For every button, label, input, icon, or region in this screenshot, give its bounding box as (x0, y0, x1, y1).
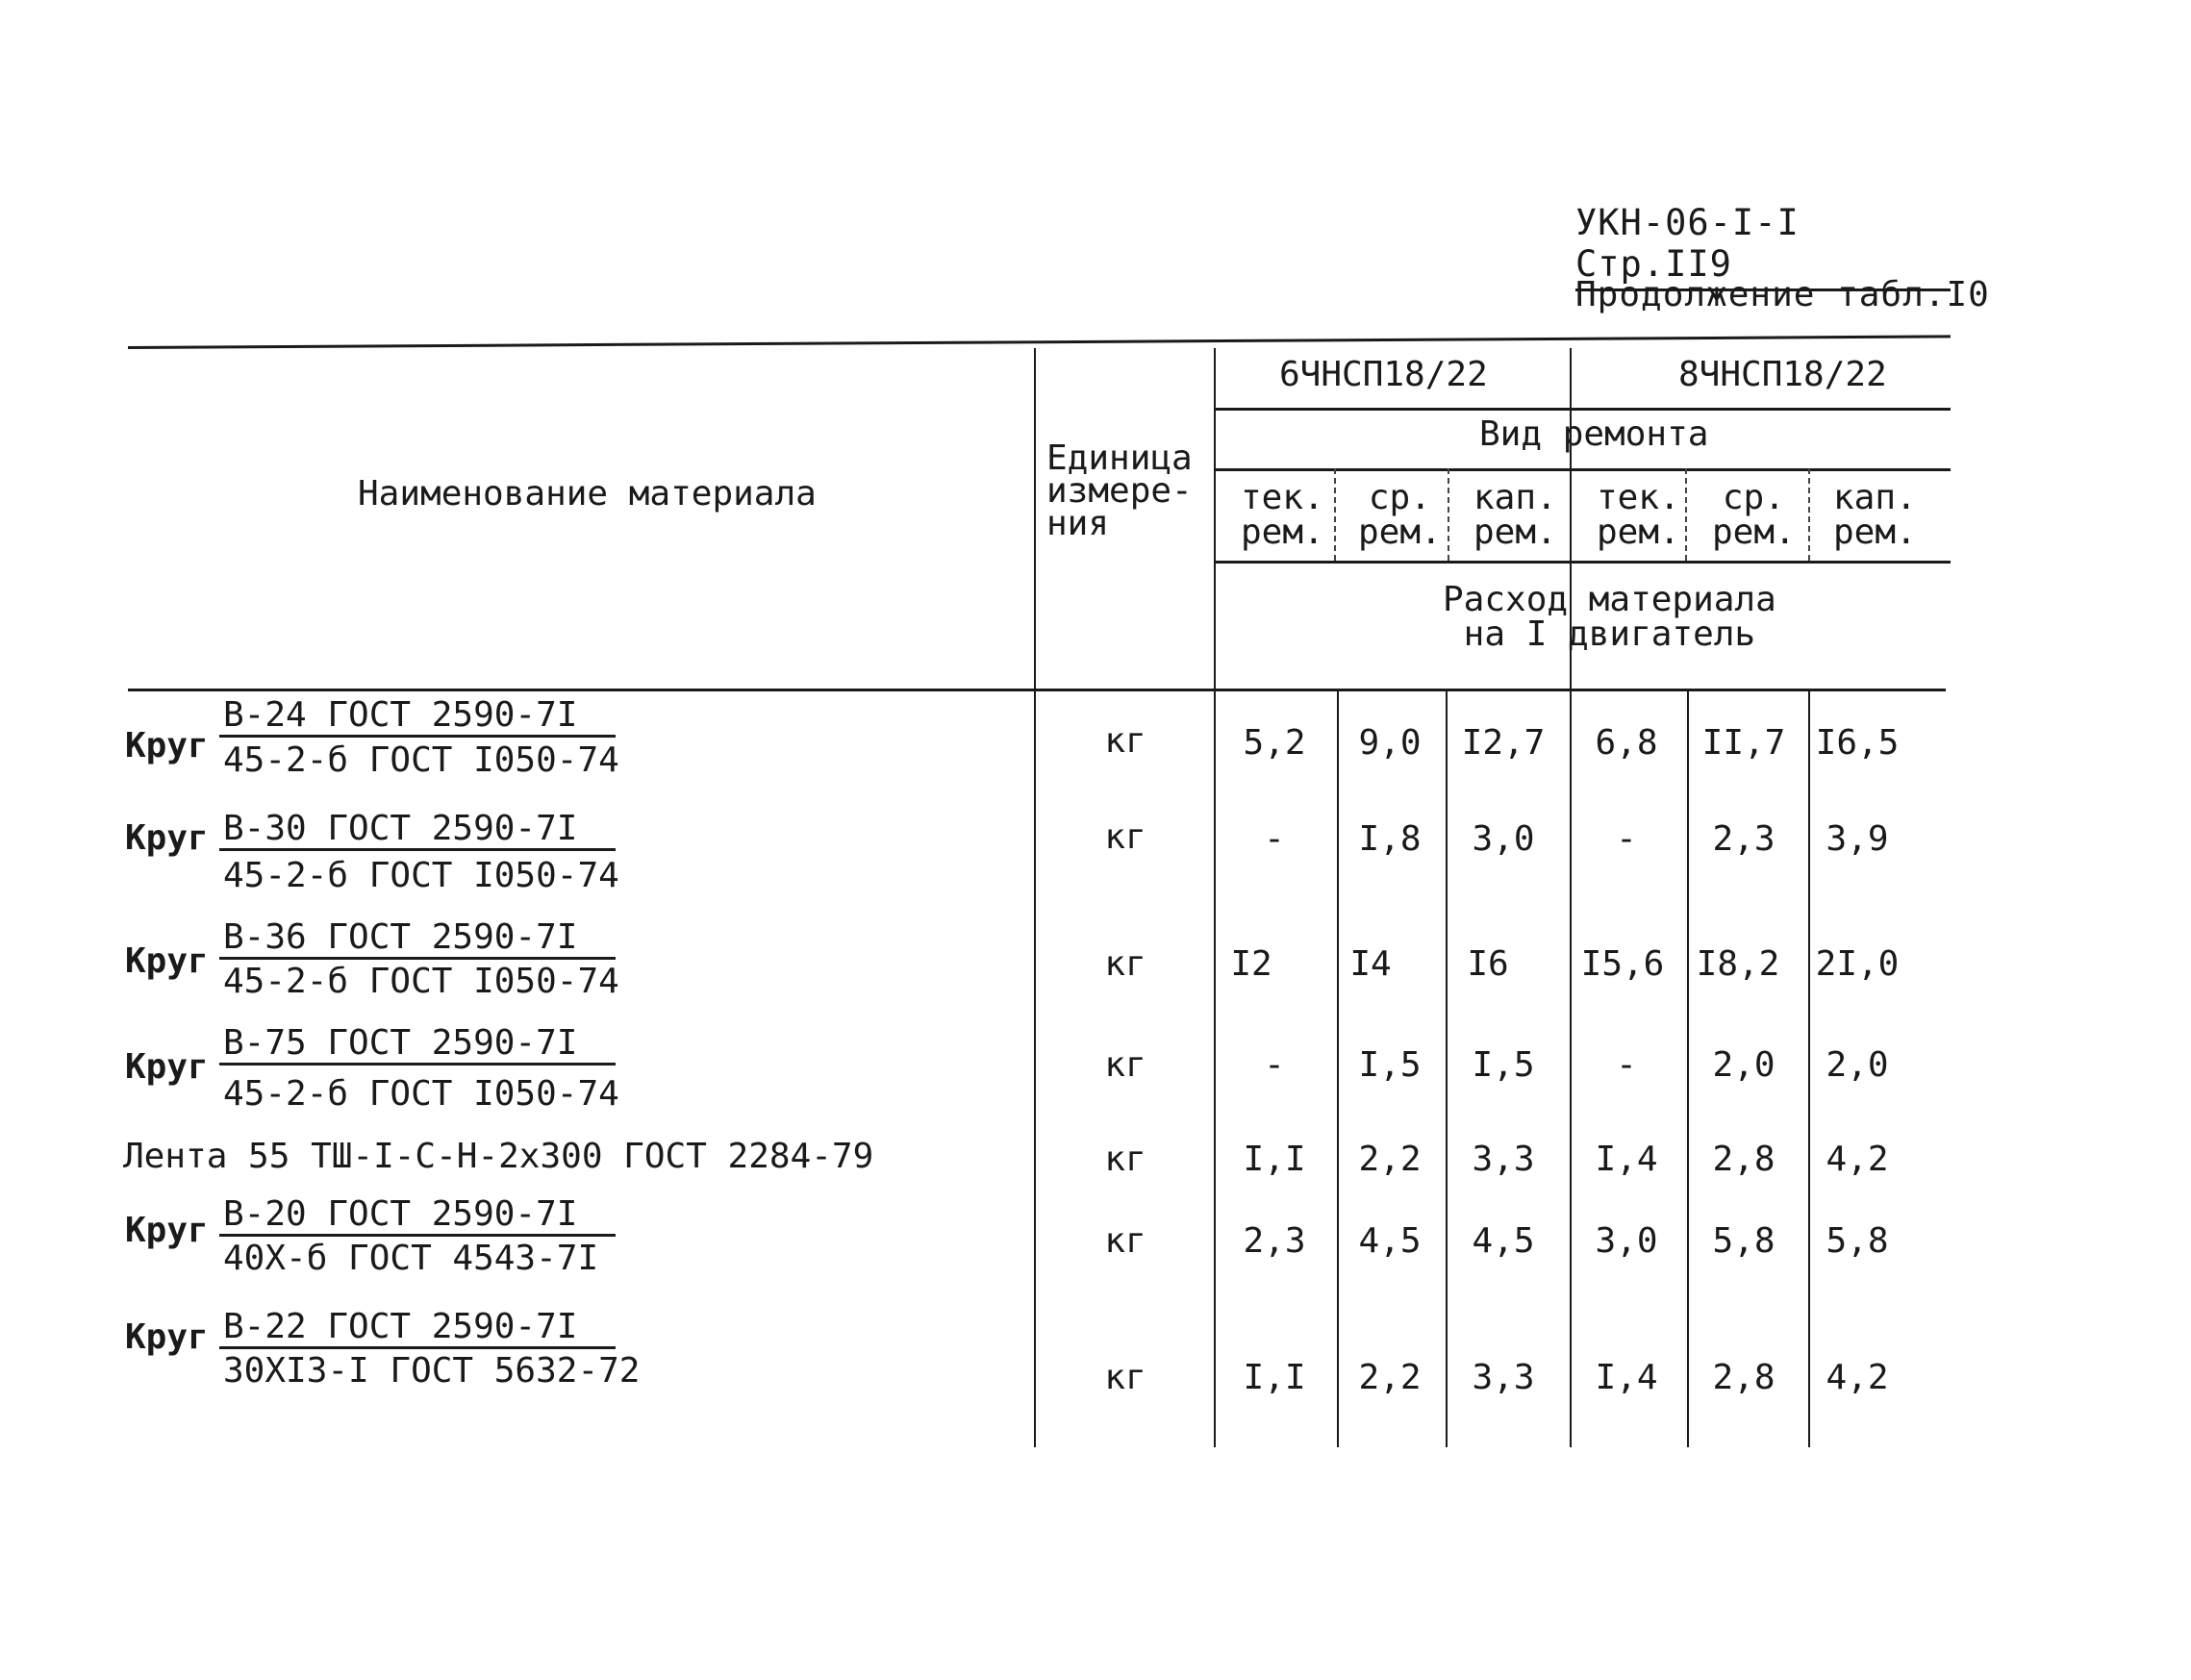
value-cell: I8,2 (1696, 944, 1780, 984)
unit-cell: кг (1104, 1358, 1146, 1397)
value-cell: I,I (1243, 1140, 1306, 1179)
value-cell: I6 (1467, 944, 1509, 984)
unit-header-line-2: измере- (1046, 471, 1193, 511)
value-cell: - (1616, 1045, 1637, 1085)
material-denominator: 30ХI3-I ГОСТ 5632-72 (223, 1351, 641, 1391)
document-id: УКН-06-I-I Стр.II9 (1575, 202, 1951, 291)
unit-col-left-rule (1034, 348, 1036, 1447)
value-cell: 3,0 (1595, 1221, 1658, 1261)
value-cell: I6,5 (1815, 723, 1900, 763)
table-continuation-label: Продолжение табл.I0 (1575, 275, 1990, 314)
unit-cell: кг (1104, 721, 1146, 761)
value-cell: I4 (1349, 944, 1392, 984)
value-cell: - (1264, 819, 1285, 859)
repair-col-5: ср. рем. (1712, 478, 1796, 552)
value-cell: 2,3 (1712, 819, 1775, 859)
value-cell: 3,3 (1472, 1358, 1535, 1397)
unit-column-header (1046, 439, 1193, 543)
value-cell: - (1264, 1045, 1285, 1085)
material-prefix: Круг (125, 726, 209, 765)
value-cell: I,I (1243, 1358, 1306, 1397)
value-cell: I,5 (1472, 1045, 1535, 1085)
body-col-rule-5 (1687, 689, 1689, 1447)
value-cell: I2,7 (1461, 723, 1546, 763)
value-cell: 3,0 (1472, 819, 1535, 859)
value-cell: I5,6 (1580, 944, 1665, 984)
value-cell: 2,3 (1243, 1221, 1306, 1261)
repair-col-1: тек. рем. (1241, 478, 1324, 552)
value-cell: 4,5 (1472, 1221, 1535, 1261)
material-denominator: 45-2-б ГОСТ I050-74 (223, 1074, 619, 1114)
value-cell: 5,8 (1826, 1221, 1889, 1261)
material-numerator: В-24 ГОСТ 2590-7I (223, 695, 578, 735)
value-cell: 4,2 (1826, 1358, 1889, 1397)
engine-split-rule (1570, 348, 1572, 1447)
material-numerator: В-22 ГОСТ 2590-7I (223, 1307, 578, 1346)
material-prefix: Круг (125, 1047, 209, 1087)
table-top-rule (128, 335, 1951, 349)
value-cell: 9,0 (1358, 723, 1422, 763)
fraction-line (219, 957, 616, 960)
fraction-line (219, 1234, 616, 1237)
material-denominator: 45-2-б ГОСТ I050-74 (223, 856, 619, 895)
material-numerator: В-20 ГОСТ 2590-7I (223, 1194, 578, 1234)
material-single: Лента 55 ТШ-I-С-Н-2х300 ГОСТ 2284-79 (123, 1137, 874, 1176)
material-numerator: В-36 ГОСТ 2590-7I (223, 917, 578, 957)
material-denominator: 45-2-б ГОСТ I050-74 (223, 740, 619, 780)
material-column-header: Наименование материала (358, 474, 817, 514)
unit-header-line-1: Единица (1046, 439, 1193, 478)
fraction-line (219, 735, 616, 738)
material-numerator: В-30 ГОСТ 2590-7I (223, 809, 578, 848)
value-cell: 2,8 (1712, 1358, 1775, 1397)
value-cell: 5,2 (1243, 723, 1306, 763)
material-denominator: 40Х-б ГОСТ 4543-7I (223, 1239, 599, 1278)
col-rule-2 (1334, 468, 1336, 561)
engine-header-rule (1214, 408, 1951, 411)
col-rule-3 (1448, 468, 1449, 561)
value-cell: I,4 (1595, 1358, 1658, 1397)
material-numerator: В-75 ГОСТ 2590-7I (223, 1023, 578, 1063)
value-cell: II,7 (1701, 723, 1786, 763)
unit-cell: кг (1104, 1140, 1146, 1179)
repair-type-rule (1214, 468, 1951, 471)
value-cell: 3,3 (1472, 1140, 1535, 1179)
material-denominator: 45-2-б ГОСТ I050-74 (223, 962, 619, 1001)
unit-cell: кг (1104, 944, 1146, 984)
value-cell: 3,9 (1826, 819, 1889, 859)
consumption-header (1443, 580, 1776, 654)
value-cell: 5,8 (1712, 1221, 1775, 1261)
repair-col-4: тек. рем. (1597, 478, 1680, 552)
value-cell: 4,2 (1826, 1140, 1889, 1179)
col-rule-5 (1685, 468, 1687, 561)
unit-cell: кг (1104, 1221, 1146, 1261)
material-prefix: Круг (125, 1317, 209, 1357)
engine-2-header: 8ЧНСП18/22 (1678, 355, 1887, 394)
value-cell: I,8 (1358, 819, 1422, 859)
fraction-line (219, 1346, 616, 1349)
repair-col-2: ср. рем. (1358, 478, 1442, 552)
consumption-line-2: на I двигатель (1463, 614, 1756, 654)
value-cell: 2,0 (1826, 1045, 1889, 1085)
engine-1-header: 6ЧНСП18/22 (1279, 355, 1488, 394)
value-cell: 6,8 (1595, 723, 1658, 763)
value-cell: 4,5 (1358, 1221, 1422, 1261)
value-cell: 2,2 (1358, 1358, 1422, 1397)
repair-col-6: кап. рем. (1833, 478, 1917, 552)
unit-cell: кг (1104, 1045, 1146, 1085)
col-rule-6 (1808, 468, 1810, 561)
fraction-line (219, 1063, 616, 1066)
material-prefix: Круг (125, 1211, 209, 1250)
value-cell: 2,0 (1712, 1045, 1775, 1085)
value-cell: I,5 (1358, 1045, 1422, 1085)
body-col-rule-3 (1446, 689, 1448, 1447)
material-prefix: Круг (125, 818, 209, 858)
value-cell: I2 (1230, 944, 1272, 984)
value-cell: I,4 (1595, 1140, 1658, 1179)
value-cell: 2,2 (1358, 1140, 1422, 1179)
repair-col-3: кап. рем. (1473, 478, 1557, 552)
value-cell: 2,8 (1712, 1140, 1775, 1179)
value-cell: - (1616, 819, 1637, 859)
fraction-line (219, 848, 616, 851)
header-bottom-rule (128, 689, 1946, 691)
consumption-line-1: Расход материала (1443, 580, 1776, 619)
unit-header-line-3: ния (1046, 504, 1110, 543)
value-cell: 2I,0 (1815, 944, 1900, 984)
values-left-rule (1214, 348, 1216, 1447)
material-prefix: Круг (125, 941, 209, 981)
repair-cols-rule (1214, 561, 1951, 564)
repair-type-header: Вид ремонта (1479, 414, 1709, 454)
unit-cell: кг (1104, 817, 1146, 857)
